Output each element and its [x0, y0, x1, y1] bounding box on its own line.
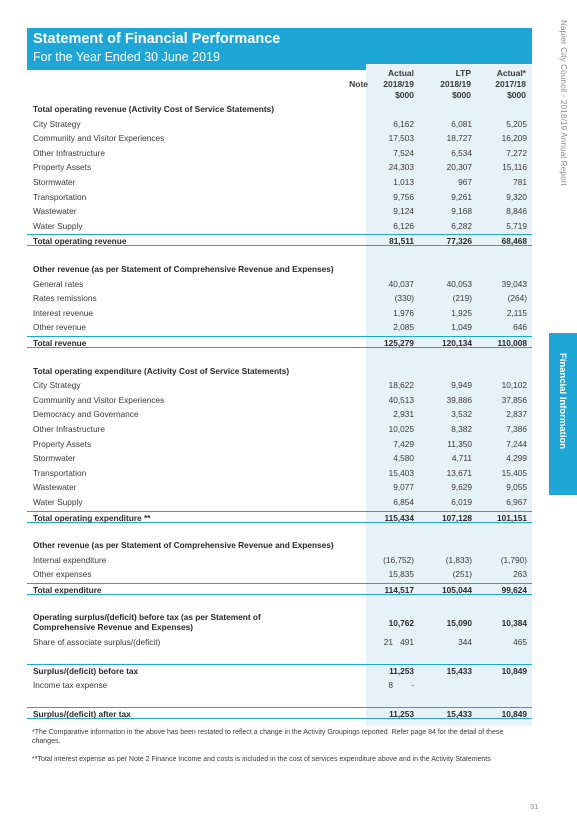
row-label: Other Infrastructure	[33, 147, 105, 158]
section-heading	[27, 103, 532, 115]
total-row	[27, 234, 532, 246]
value-actual-2018-19: 7,429	[393, 438, 414, 449]
value-actual-2018-19: 2,931	[393, 409, 414, 420]
row-label: Income tax expense	[33, 679, 108, 690]
column-header-note: Note	[349, 79, 368, 89]
value-actual-2018-19: 17,503	[388, 133, 414, 144]
value-actual-2017-18: 10,102	[501, 380, 527, 391]
value-actual-2018-19: 6,162	[393, 118, 414, 129]
value-actual-2017-18: 37,856	[501, 394, 527, 405]
value-actual-2017-18: 10,849	[501, 666, 527, 677]
value-ltp-2018-19: 15,090	[446, 617, 472, 628]
row-label: Community and Visitor Experiences	[33, 133, 165, 144]
value-actual-2017-18: 5,205	[506, 118, 527, 129]
row-label: Wastewater	[33, 482, 77, 493]
value-actual-2017-18: (1,790)	[500, 554, 527, 565]
value-actual-2018-19: 7,524	[393, 147, 414, 158]
row-label: Total operating expenditure (Activity Cost of Service Statements)	[33, 365, 290, 376]
row-label: Transportation	[33, 467, 87, 478]
row-label: Total operating revenue	[33, 236, 127, 247]
row-note: 21	[383, 636, 393, 647]
row-label: Other Infrastructure	[33, 424, 105, 434]
value-actual-2017-18: 101,151	[497, 512, 527, 523]
column-header-ltp-2018-19: LTP 2018/19 $000	[440, 68, 471, 100]
value-actual-2018-19: 15,835	[388, 569, 414, 580]
value-ltp-2018-19: 13,671	[446, 467, 472, 478]
table-row	[27, 321, 532, 333]
value-ltp-2018-19: 6,081	[451, 118, 472, 129]
value-actual-2018-19: 1,976	[393, 307, 414, 318]
value-ltp-2018-19: 40,053	[446, 278, 472, 289]
value-actual-2017-18: 68,468	[501, 236, 527, 247]
value-ltp-2018-19: 120,134	[442, 338, 472, 348]
report-running-header: Napier City Council - 2018/19 Annual Report	[559, 20, 568, 187]
total-row	[27, 583, 532, 595]
row-label: Other expenses	[33, 569, 92, 580]
value-ltp-2018-19: 39,886	[446, 394, 472, 405]
total-row	[27, 511, 532, 523]
row-label: Total operating revenue (Activity Cost of Service Statements)	[33, 104, 274, 114]
row-label: Stormwater	[33, 177, 76, 187]
value-ltp-2018-19: (1,833)	[445, 554, 472, 565]
value-ltp-2018-19: 6,019	[451, 497, 472, 507]
section-heading	[27, 263, 532, 275]
value-actual-2018-19: (16,752)	[383, 554, 414, 565]
table-row	[27, 205, 532, 217]
value-actual-2018-19: 40,513	[388, 394, 414, 405]
row-label: Wastewater	[33, 206, 77, 217]
table-row	[27, 612, 532, 634]
value-actual-2018-19: 114,517	[384, 585, 414, 595]
total-row	[27, 707, 532, 719]
row-label: Stormwater	[33, 453, 76, 464]
value-ltp-2018-19: 20,307	[446, 162, 472, 173]
value-actual-2017-18: 15,405	[501, 467, 527, 478]
value-ltp-2018-19: 9,949	[451, 380, 472, 391]
value-actual-2017-18: 7,386	[506, 424, 527, 434]
row-label: Total expenditure	[33, 585, 102, 595]
value-actual-2018-19: (330)	[394, 293, 414, 304]
row-label: Other revenue (as per Statement of Comprehensive Revenue and Expenses)	[33, 264, 334, 274]
value-actual-2017-18: 4,299	[506, 453, 527, 464]
table-row	[27, 636, 532, 648]
value-ltp-2018-19: 9,168	[451, 206, 472, 217]
section-heading	[27, 539, 532, 551]
row-label: Property Assets	[33, 162, 92, 173]
row-label: Water Supply	[33, 497, 83, 507]
row-label: City Strategy	[33, 380, 81, 391]
table-row	[27, 161, 532, 173]
value-ltp-2018-19: 9,261	[451, 191, 472, 202]
row-label: Community and Visitor Experiences	[33, 394, 165, 405]
table-row	[27, 423, 532, 435]
row-label: Surplus/(deficit) after tax	[33, 709, 131, 720]
row-label: Surplus/(deficit) before tax	[33, 666, 139, 677]
value-actual-2017-18: 10,384	[501, 617, 527, 628]
value-actual-2017-18: (264)	[507, 293, 527, 304]
value-actual-2018-19: 9,124	[393, 206, 414, 217]
value-ltp-2018-19: 4,711	[451, 453, 472, 464]
value-actual-2017-18: 16,209	[501, 133, 527, 144]
row-note: 8	[388, 679, 393, 690]
table-row	[27, 220, 532, 232]
value-ltp-2018-19: 107,128	[442, 512, 472, 523]
value-actual-2017-18: 781	[513, 177, 527, 187]
total-row	[27, 336, 532, 348]
table-row	[27, 132, 532, 144]
value-ltp-2018-19: (219)	[452, 293, 472, 304]
row-label: Interest revenue	[33, 307, 93, 318]
row-label: Internal expenditure	[33, 554, 107, 565]
row-label: Other revenue (as per Statement of Comprehensive Revenue and Expenses)	[33, 540, 334, 551]
value-actual-2018-19: 4,580	[393, 453, 414, 464]
value-actual-2018-19: 6,126	[393, 220, 414, 231]
value-ltp-2018-19: 15,433	[446, 666, 472, 677]
table-row	[27, 118, 532, 130]
value-actual-2018-19: -	[411, 679, 414, 690]
page-subtitle: For the Year Ended 30 June 2019	[33, 50, 220, 64]
row-label: Property Assets	[33, 438, 92, 449]
value-actual-2018-19: 9,077	[393, 482, 414, 493]
value-ltp-2018-19: 1,049	[451, 322, 472, 333]
table-row	[27, 292, 532, 304]
table-row	[27, 568, 532, 580]
value-actual-2017-18: 2,115	[506, 307, 527, 318]
value-actual-2018-19: 15,403	[388, 467, 414, 478]
value-actual-2018-19: 6,854	[393, 497, 414, 507]
column-header-actual-2017-18: Actual* 2017/18 $000	[495, 68, 526, 100]
value-ltp-2018-19: 344	[458, 636, 472, 647]
value-ltp-2018-19: 1,925	[451, 307, 472, 318]
value-actual-2017-18: 39,043	[501, 278, 527, 289]
value-actual-2018-19: 115,434	[384, 512, 414, 523]
table-row	[27, 191, 532, 203]
value-ltp-2018-19: 105,044	[442, 585, 472, 595]
table-row	[27, 176, 532, 188]
row-label: Total revenue	[33, 338, 87, 348]
value-actual-2017-18: 10,849	[501, 709, 527, 720]
section-tab-label: Financial Information	[557, 353, 568, 450]
page-number: 31	[530, 802, 539, 811]
value-actual-2018-19: 9,756	[393, 191, 414, 202]
value-actual-2017-18: 110,008	[497, 338, 527, 348]
value-ltp-2018-19: 77,326	[446, 236, 472, 247]
row-label: City Strategy	[33, 118, 81, 129]
row-label: Operating surplus/(deficit) before tax (as per Statement of Comprehensive Revenue and Expenses)	[33, 611, 261, 632]
value-actual-2018-19: 1,013	[393, 177, 414, 187]
value-ltp-2018-19: 18,727	[446, 133, 472, 144]
table-row	[27, 307, 532, 319]
value-actual-2018-19: 10,025	[388, 424, 414, 434]
footnote-interest: **Total interest expense as per Note 2 Finance Income and costs is included in the cost of services expenditure above and in the Activity Statements	[32, 756, 491, 763]
table-row	[27, 379, 532, 391]
table-row	[27, 496, 532, 508]
value-ltp-2018-19: (251)	[452, 569, 472, 580]
row-label: Transportation	[33, 191, 87, 202]
row-label: Water Supply	[33, 220, 83, 231]
value-ltp-2018-19: 15,433	[446, 709, 472, 720]
value-actual-2017-18: 7,272	[506, 147, 527, 158]
table-row	[27, 467, 532, 479]
value-actual-2018-19: 10,762	[388, 617, 414, 628]
value-actual-2018-19: 2,085	[393, 322, 414, 333]
value-actual-2017-18: 9,320	[506, 191, 527, 202]
total-row	[27, 664, 532, 676]
table-row	[27, 438, 532, 450]
column-header-actual-2018-19: Actual 2018/19 $000	[383, 68, 414, 100]
table-row	[27, 481, 532, 493]
table-row	[27, 452, 532, 464]
value-actual-2018-19: 24,303	[388, 162, 414, 173]
value-actual-2017-18: 99,624	[501, 585, 527, 595]
row-label: Rates remissions	[33, 293, 97, 304]
value-actual-2017-18: 6,967	[506, 497, 527, 507]
value-ltp-2018-19: 6,282	[451, 220, 472, 231]
value-actual-2017-18: 646	[513, 322, 527, 333]
value-actual-2017-18: 263	[513, 569, 527, 580]
value-actual-2018-19: 40,037	[388, 278, 414, 289]
value-actual-2018-19: 81,511	[389, 236, 414, 247]
value-actual-2018-19: 491	[400, 636, 414, 647]
value-actual-2017-18: 8,846	[506, 206, 527, 217]
value-actual-2017-18: 9,055	[506, 482, 527, 493]
table-row	[27, 554, 532, 566]
row-label: General rates	[33, 278, 84, 289]
table-row	[27, 278, 532, 290]
row-label: Other revenue	[33, 322, 87, 333]
value-ltp-2018-19: 3,532	[451, 409, 472, 420]
table-row	[27, 147, 532, 159]
footnote-comparative: *The Comparative information in the above has been restated to reflect a change in the Activity Groupings reported. Refer page 84 for the detail of these changes.	[32, 729, 504, 745]
value-actual-2018-19: 11,253	[389, 709, 414, 720]
row-label: Share of associate surplus/(deficit)	[33, 636, 161, 647]
value-ltp-2018-19: 6,534	[451, 147, 472, 158]
value-ltp-2018-19: 967	[458, 177, 472, 187]
value-actual-2017-18: 465	[513, 636, 527, 647]
table-row	[27, 394, 532, 406]
value-ltp-2018-19: 11,350	[447, 438, 472, 449]
page-title: Statement of Financial Performance	[33, 31, 281, 47]
value-actual-2017-18: 7,244	[506, 438, 527, 449]
row-label: Democracy and Governance	[33, 409, 139, 420]
row-label: Total operating expenditure **	[33, 512, 151, 523]
value-ltp-2018-19: 9,629	[451, 482, 472, 493]
value-actual-2018-19: 11,253	[389, 666, 414, 677]
value-actual-2017-18: 15,116	[502, 162, 527, 173]
value-actual-2017-18: 5,719	[506, 220, 527, 231]
value-ltp-2018-19: 8,382	[451, 424, 472, 434]
value-actual-2017-18: 2,837	[506, 409, 527, 420]
section-heading	[27, 365, 532, 377]
value-actual-2018-19: 18,622	[388, 380, 414, 391]
value-actual-2018-19: 125,279	[384, 338, 414, 348]
table-row	[27, 679, 532, 691]
table-row	[27, 408, 532, 420]
